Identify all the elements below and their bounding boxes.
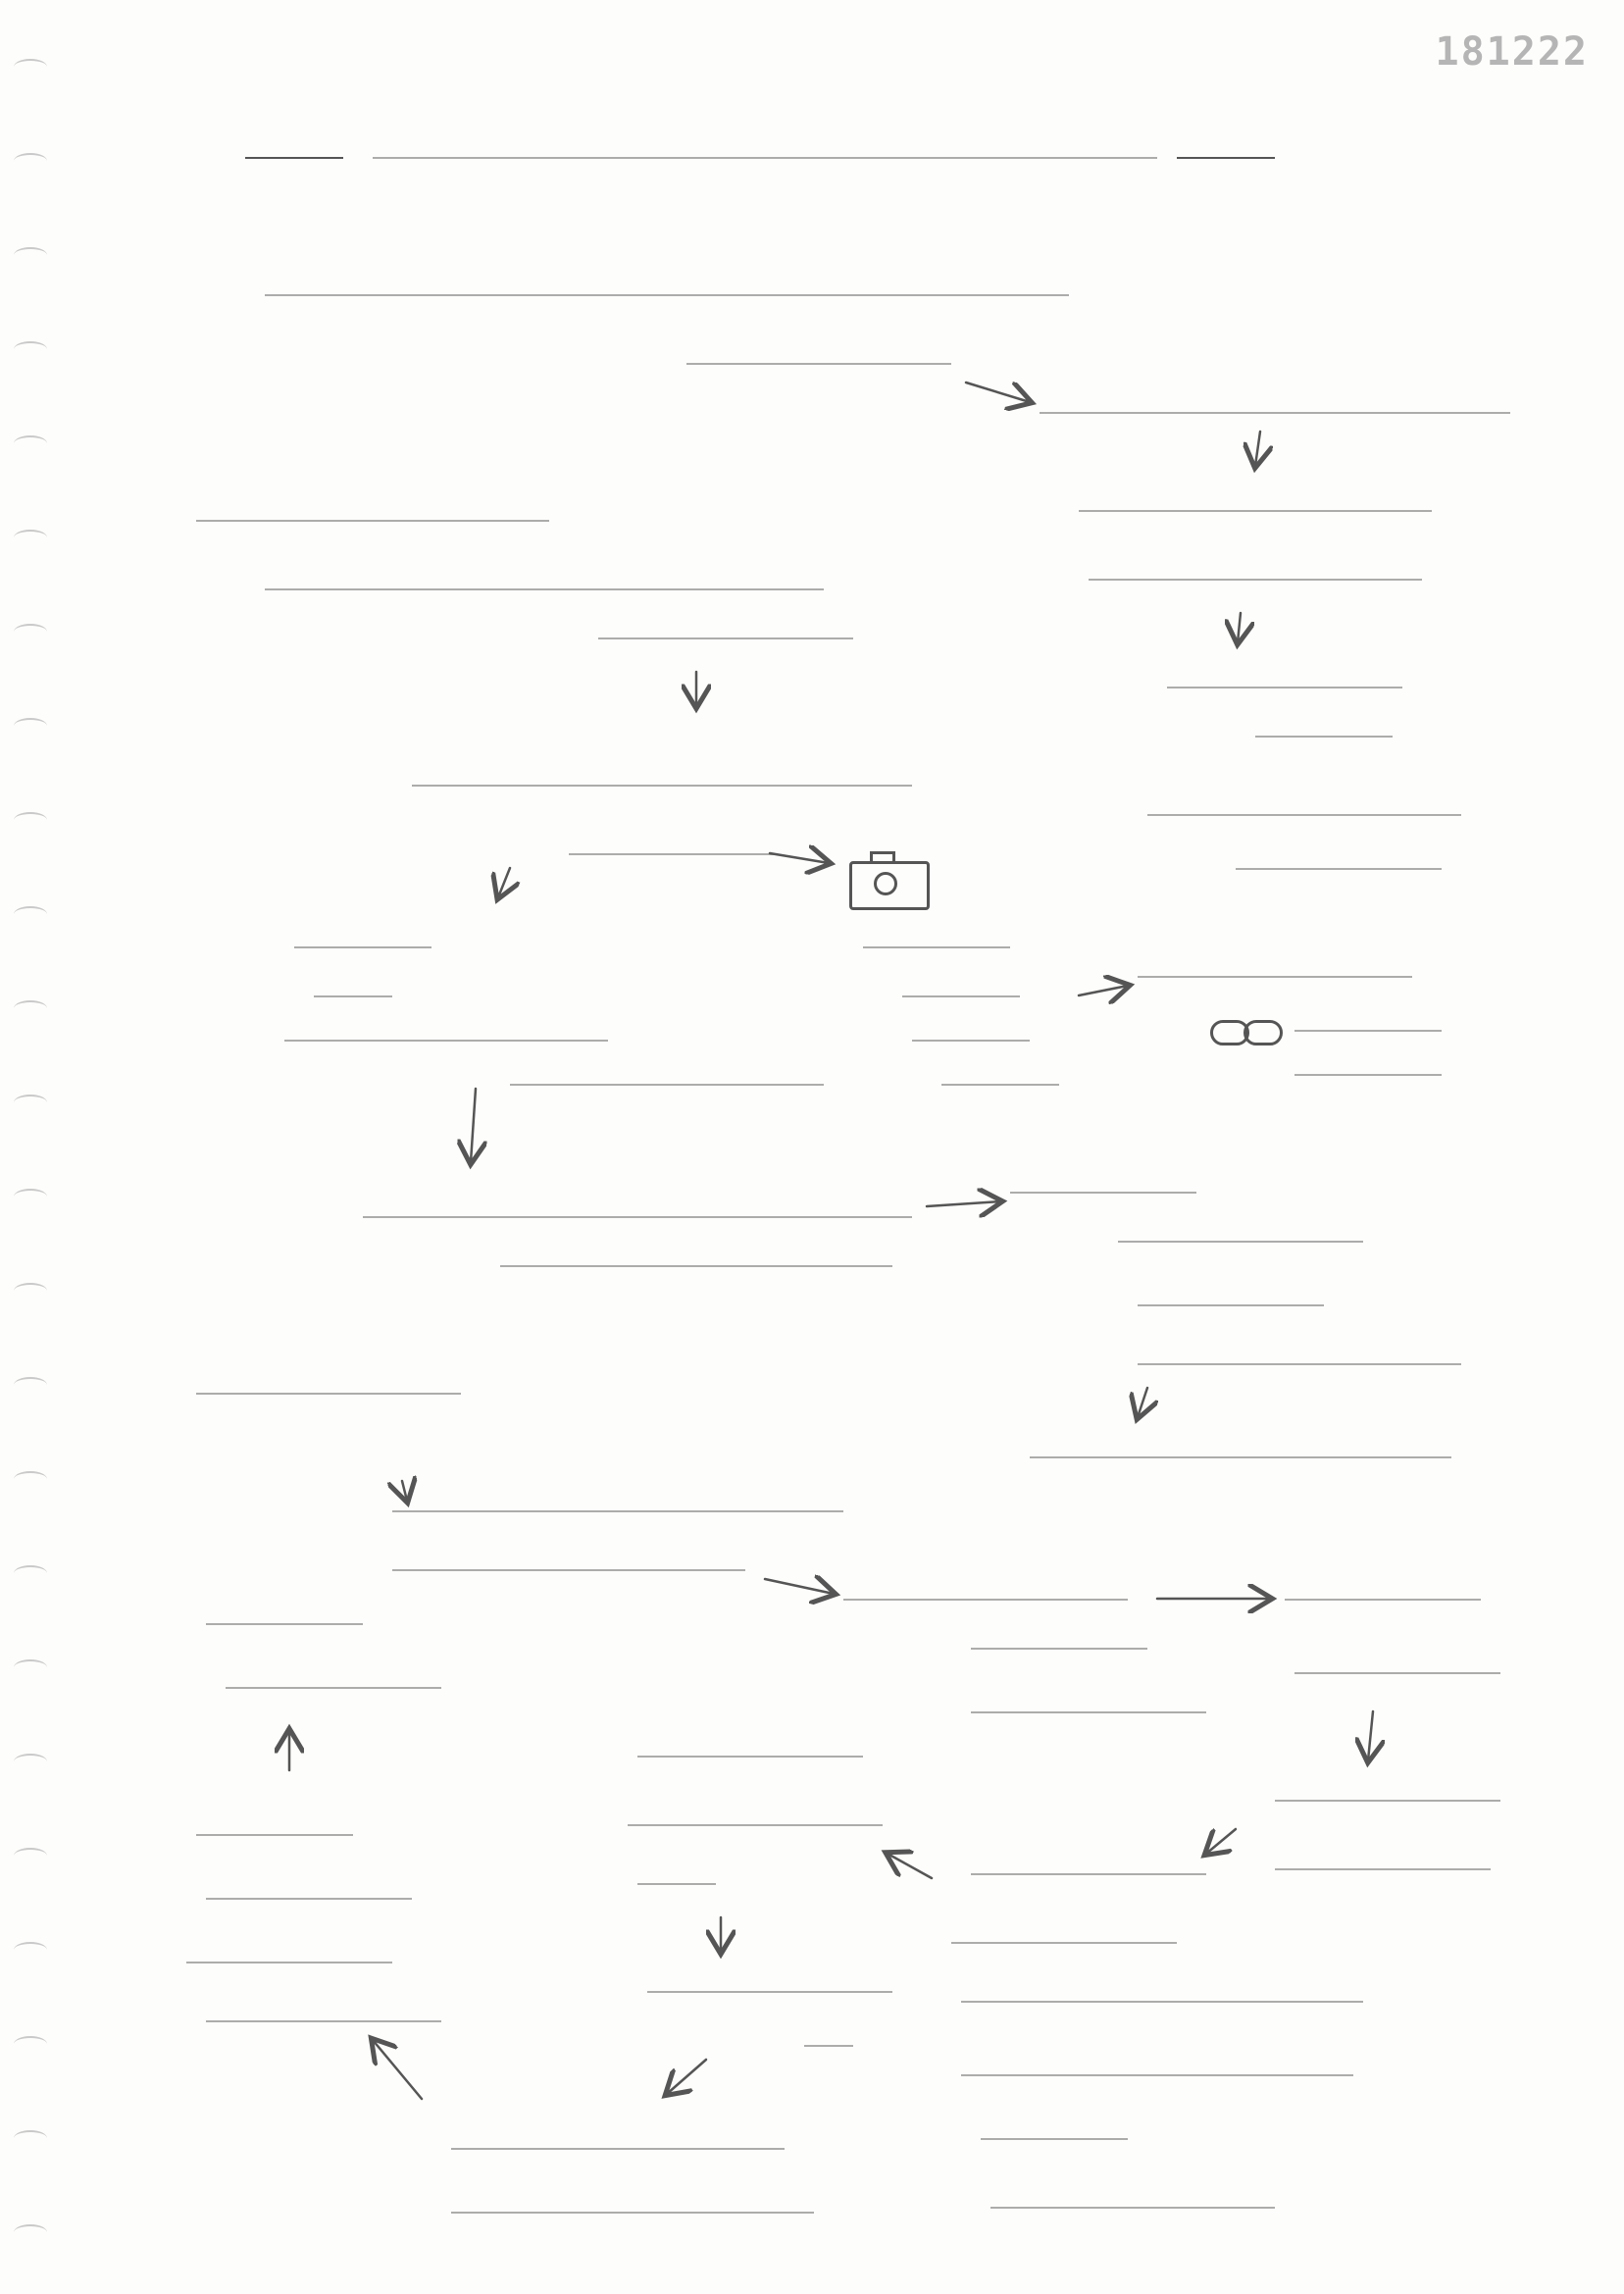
upload-note xyxy=(510,1084,824,1086)
binder-hole xyxy=(14,1283,47,1299)
parents-note xyxy=(206,1898,412,1900)
arrow xyxy=(471,1089,476,1162)
walking-note xyxy=(1275,1868,1491,1870)
arrow xyxy=(667,2060,706,2094)
binder-hole xyxy=(14,624,47,639)
section-2-note xyxy=(412,785,912,787)
binder-hole xyxy=(14,906,47,922)
memorize-note xyxy=(971,1873,1206,1875)
binder-holes xyxy=(14,59,53,2256)
binder-hole xyxy=(14,1189,47,1204)
fix-note xyxy=(1118,1241,1363,1243)
binder-hole xyxy=(14,1942,47,1958)
game-note xyxy=(637,1883,716,1885)
binder-hole xyxy=(14,2036,47,2052)
arrow xyxy=(373,2040,422,2099)
binder-hole xyxy=(14,812,47,828)
parents-note xyxy=(206,2020,441,2022)
rotated-image-note xyxy=(500,1265,892,1267)
arrow xyxy=(927,1201,1000,1206)
reading-note xyxy=(971,1711,1206,1713)
request-once-note xyxy=(1040,412,1510,414)
binder-hole xyxy=(14,2224,47,2240)
binder-hole xyxy=(14,1000,47,1016)
urgent-note xyxy=(1147,814,1461,816)
binder-hole xyxy=(14,59,47,75)
link-note xyxy=(1294,1030,1442,1032)
cancel-note xyxy=(1079,510,1432,512)
section-3-note xyxy=(392,1569,745,1571)
binder-hole xyxy=(14,1565,47,1581)
camera-note xyxy=(902,995,1020,997)
arrow xyxy=(402,1481,407,1501)
binder-hole xyxy=(14,1659,47,1675)
count-note xyxy=(451,2212,814,2214)
camera-note xyxy=(912,1040,1030,1042)
reading-note xyxy=(843,1599,1128,1601)
link-icon xyxy=(1210,1020,1283,1049)
count-note xyxy=(647,1991,892,1993)
game-note xyxy=(628,1824,883,1826)
urgent-note xyxy=(1236,868,1442,870)
game-note xyxy=(637,1756,863,1758)
reading-note xyxy=(971,1648,1147,1650)
link-note xyxy=(1294,1074,1442,1076)
walking-note xyxy=(1275,1800,1500,1802)
binder-hole xyxy=(14,1471,47,1487)
arrow xyxy=(1138,1388,1147,1417)
arrow xyxy=(765,1579,834,1594)
camera-note xyxy=(941,1084,1059,1086)
memorize-note xyxy=(951,1942,1177,1944)
fix-note xyxy=(1138,1363,1461,1365)
cancel-note xyxy=(1089,579,1422,581)
link-note xyxy=(1138,976,1412,978)
camera-note xyxy=(863,946,1010,948)
binder-hole xyxy=(14,530,47,545)
binder-hole xyxy=(14,153,47,169)
arrow xyxy=(1255,432,1260,466)
binder-hole xyxy=(14,435,47,451)
count-note xyxy=(451,2148,785,2150)
arrow xyxy=(1238,613,1241,642)
parents-note xyxy=(186,1962,392,1963)
section-2-heading xyxy=(265,588,824,590)
arrow xyxy=(1206,1829,1236,1854)
binder-hole xyxy=(14,341,47,357)
binder-hole xyxy=(14,2130,47,2146)
memorize-note xyxy=(990,2207,1275,2209)
arrow xyxy=(888,1854,932,1878)
upload-note xyxy=(314,995,392,997)
title-rule-right xyxy=(1177,157,1275,159)
camera-icon xyxy=(849,861,930,910)
page-number-stamp: 181222 xyxy=(1435,29,1589,75)
section-3-heading xyxy=(196,1393,461,1395)
fix-note xyxy=(1030,1456,1451,1458)
arrow xyxy=(770,853,829,863)
arrow xyxy=(966,382,1030,402)
section-2-note xyxy=(598,637,853,639)
parents-note xyxy=(196,1834,353,1836)
upload-note xyxy=(284,1040,608,1042)
fix-note xyxy=(1010,1192,1196,1194)
speed-note xyxy=(1294,1672,1500,1674)
upload-note xyxy=(294,946,431,948)
title-rule-left xyxy=(245,157,343,159)
present-note xyxy=(226,1687,441,1689)
binder-hole xyxy=(14,1848,47,1863)
present-note xyxy=(206,1623,363,1625)
memorize-note xyxy=(961,2001,1363,2003)
speed-note xyxy=(1285,1599,1481,1601)
binder-hole xyxy=(14,1095,47,1110)
arrow xyxy=(1368,1711,1373,1760)
rotated-image-note xyxy=(363,1216,912,1218)
approval-note xyxy=(1255,736,1393,738)
memorize-note xyxy=(961,2074,1353,2076)
section-1-note xyxy=(686,363,951,365)
section-1-heading xyxy=(265,294,1069,296)
section-3-note xyxy=(392,1510,843,1512)
page-title xyxy=(373,157,1157,159)
fix-note xyxy=(1138,1304,1324,1306)
arrow xyxy=(498,868,510,897)
binder-hole xyxy=(14,247,47,263)
binder-hole xyxy=(14,1377,47,1393)
count-note xyxy=(804,2045,853,2047)
arrow xyxy=(1079,986,1128,995)
memorize-note xyxy=(981,2138,1128,2140)
approval-note xyxy=(1167,687,1402,688)
section-2-heading xyxy=(196,520,549,522)
binder-hole xyxy=(14,1754,47,1769)
section-2-note xyxy=(569,853,775,855)
binder-hole xyxy=(14,718,47,734)
